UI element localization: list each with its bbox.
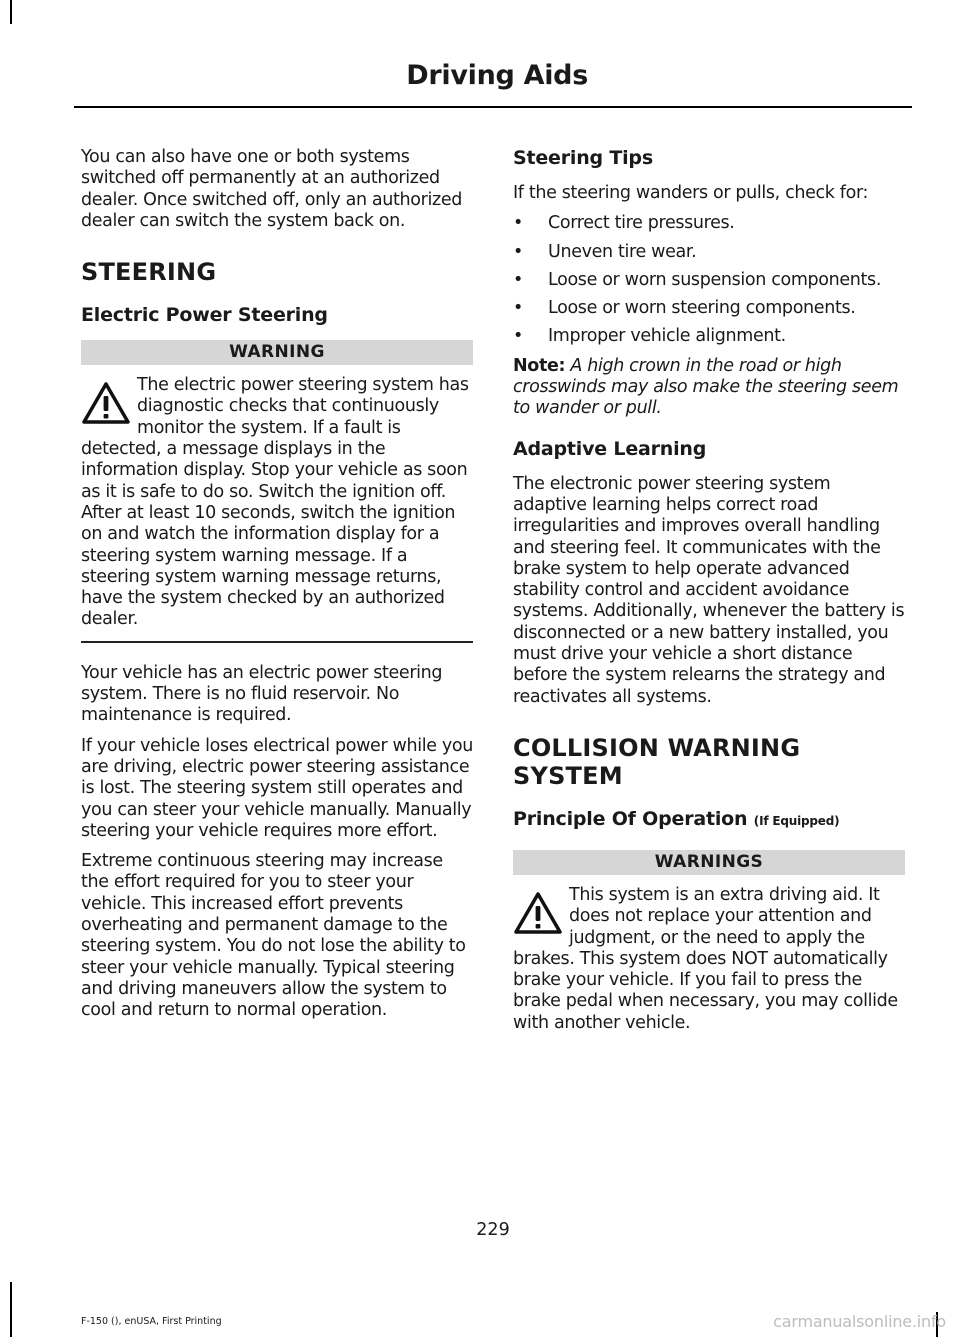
note	[513, 356, 905, 420]
page-header-title: Driving Aids	[406, 60, 588, 91]
subheading-principle-of-operation	[513, 808, 905, 830]
subheading-electric-power-steering: Electric Power Steering	[81, 304, 328, 327]
warnings-header: WARNINGS	[513, 850, 905, 875]
list-item: • Improper vehicle alignment.	[513, 326, 905, 347]
warning-triangle-icon	[81, 381, 131, 425]
warning-text: The electric power steering system has diagnostic checks that continuously monitor the system. If a fault is detected, a message displays in the information display. Stop your vehicle as soon as it is safe to do so. Switch the ignition off. After at least 10 seconds, switch the ignition on and watch the information display for a steering system warning message. If a steering system warning message returns, have the system checked by an authorized dealer.	[81, 375, 469, 630]
right-column	[513, 147, 905, 1044]
footer-edition: F-150 (), enUSA, First Printing	[81, 1316, 222, 1327]
subheading-steering-tips: Steering Tips	[513, 147, 653, 169]
section-heading-steering: STEERING	[81, 258, 217, 287]
warning-header: WARNING	[81, 340, 473, 365]
if-equipped-tag: (If Equipped)	[753, 813, 840, 828]
list-item: • Loose or worn suspension components.	[513, 270, 905, 291]
paragraph: Extreme continuous steering may increase the effort required for you to steer your vehicle. This increased effort prevents overheating and permanent damage to the steering system. You do not lose the ability to steer your vehicle manually. Typical steering and driving maneuvers allow the system to cool and return to normal operation.	[81, 851, 466, 1021]
paragraph: Your vehicle has an electric power steering system. There is no fluid reservoir. No maintenance is required.	[81, 662, 443, 726]
paragraph: If your vehicle loses electrical power while you are driving, electric power steering assistance is lost. The steering system still operates and you can steer your vehicle manually. Manually steering your vehicle requires more effort.	[81, 735, 473, 841]
list-item: • Loose or worn steering components.	[513, 298, 905, 319]
page-number: 229	[476, 1220, 510, 1240]
tips-list	[513, 213, 905, 347]
adaptive-paragraph: The electronic power steering system adaptive learning helps correct road irregularities and improves overall handling and steering feel. It communicates with the brake system to help operate advanced stability control and accident avoidance systems. Additionally, whenever the battery is disconnected or a new battery installed, you must drive your vehicle a short distance before the system relearns the strategy and reactivates all systems.	[513, 473, 905, 707]
subheading-adaptive-learning: Adaptive Learning	[513, 437, 707, 460]
subheading-text: Principle Of Operation	[513, 807, 748, 830]
watermark-logo: carmanualsonline.info	[773, 1312, 946, 1331]
tips-intro: If the steering wanders or pulls, check for:	[513, 183, 869, 203]
warning-text: This system is an extra driving aid. It does not replace your attention and judgment, or the need to apply the brakes. This system does NOT automatically brake your vehicle. If you fail to press the brake pedal when necessary, you may collide with another vehicle.	[513, 884, 898, 1033]
warning-divider	[81, 641, 473, 643]
crop-mark	[10, 0, 12, 24]
section-heading-collision-warning: COLLISION WARNING SYSTEM	[513, 733, 801, 790]
intro-paragraph: You can also have one or both systems switched off permanently at an authorized dealer. Once switched off, only an authorized dealer can switch the system back on.	[81, 147, 463, 231]
list-item: • Correct tire pressures.	[513, 213, 905, 234]
header-divider	[74, 106, 912, 108]
left-column	[81, 147, 473, 1031]
note-label: Note:	[513, 355, 566, 376]
warning-triangle-icon	[513, 891, 563, 935]
note-text: A high crown in the road or high crosswinds may also make the steering seem to wander or pull.	[513, 355, 899, 419]
list-item: • Uneven tire wear.	[513, 242, 905, 263]
crop-mark	[10, 1282, 12, 1337]
